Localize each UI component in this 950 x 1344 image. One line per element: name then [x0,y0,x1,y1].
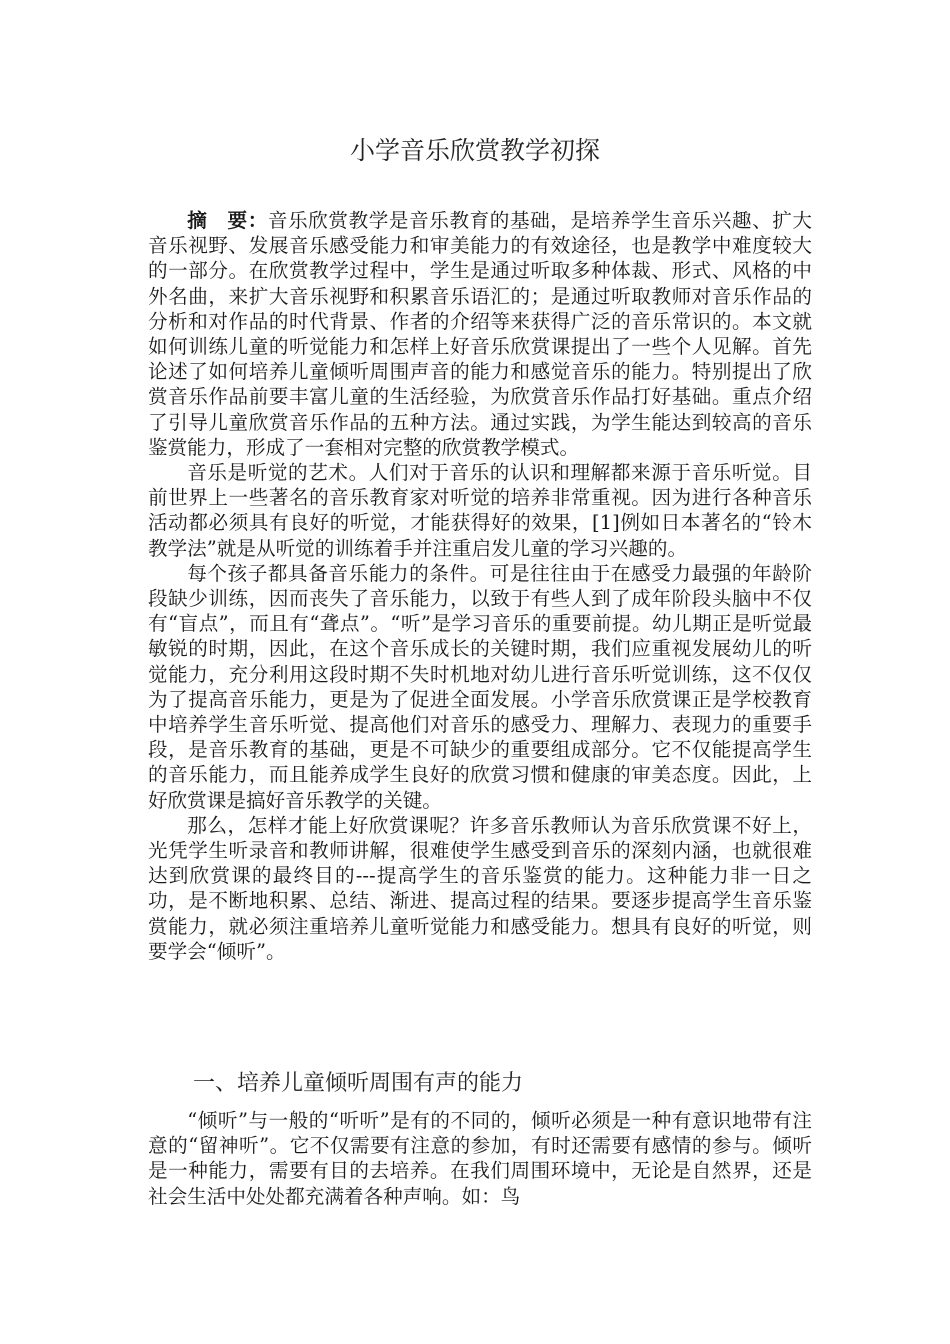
body-paragraph: 那么，怎样才能上好欣赏课呢？许多音乐教师认为音乐欣赏课不好上，光凭学生听录音和教师讲解，很难使学生感受到音乐的深刻内涵，也就很难达到欣赏课的最终目的---提高学生的音乐鉴赏的能力。这种能力非一日之功，是不断地积累、总结、渐进、提高过程的结果。要逐步提高学生音乐鉴赏能力，就必须注重培养儿童听觉能力和感受能力。想具有良好的听觉，则要学会“倾听”。 [148,813,812,963]
document-body-upper [148,208,812,964]
body-paragraph: 每个孩子都具备音乐能力的条件。可是往往由于在感受力最强的年龄阶段缺少训练，因而丧失了音乐能力，以致于有些人到了成年阶段头脑中不仅有“盲点”，而且有“聋点”。“听”是学习音乐的重要前提。幼儿期正是听觉最敏锐的时期，因此，在这个音乐成长的关键时期，我们应重视发展幼儿的听觉能力，充分利用这段时期不失时机地对幼儿进行音乐听觉训练，这不仅仅为了提高音乐能力，更是为了促进全面发展。小学音乐欣赏课正是学校教育中培养学生音乐听觉、提高他们对音乐的感受力、理解力、表现力的重要手段，是音乐教育的基础，更是不可缺少的重要组成部分。它不仅能提高学生的音乐能力，而且能养成学生良好的欣赏习惯和健康的审美态度。因此，上好欣赏课是搞好音乐教学的关键。 [148,561,812,812]
document-title: 小学音乐欣赏教学初探 [349,136,600,165]
body-paragraph: 音乐是听觉的艺术。人们对于音乐的认识和理解都来源于音乐听觉。目前世界上一些著名的音乐教育家对听觉的培养非常重视。因为进行各种音乐活动都必须具有良好的听觉，才能获得好的效果，[1]例如日本著名的“铃木教学法”就是从听觉的训练着手并注重启发儿童的学习兴趣的。 [148,461,812,560]
abstract-label: 摘 要： [187,209,268,232]
abstract-text: 音乐欣赏教学是音乐教育的基础，是培养学生音乐兴趣、扩大音乐视野、发展音乐感受能力和审美能力的有效途径，也是教学中难度较大的一部分。在欣赏教学过程中，学生是通过听取多种体裁、形式、风格的中外名曲，来扩大音乐视野和积累音乐语汇的；是通过听取教师对音乐作品的分析和对作品的时代背景、作者的介绍等来获得广泛的音乐常识的。本文就如何训练儿童的听觉能力和怎样上好音乐欣赏课提出了一些个人见解。首先论述了如何培养儿童倾听周围声音的能力和感觉音乐的能力。特别提出了欣赏音乐作品前要丰富儿童的生活经验，为欣赏音乐作品打好基础。重点介绍了引导儿童欣赏音乐作品的五种方法。通过实践，为学生能达到较高的音乐鉴赏能力，形成了一套相对完整的欣赏教学模式。 [148,209,813,459]
body-paragraph: “倾听”与一般的“听听”是有的不同的，倾听必须是一种有意识地带有注意的“留神听”。它不仅需要有注意的参加，有时还需要有感情的参与。倾听是一种能力，需要有目的去培养。在我们周围环境中，无论是自然界，还是社会生活中处处都充满着各种声响。如：鸟 [148,1109,812,1208]
abstract-paragraph [148,208,812,460]
document-body-section-1 [148,1108,812,1209]
section-heading: 一、培养儿童倾听周围有声的能力 [193,1071,524,1096]
